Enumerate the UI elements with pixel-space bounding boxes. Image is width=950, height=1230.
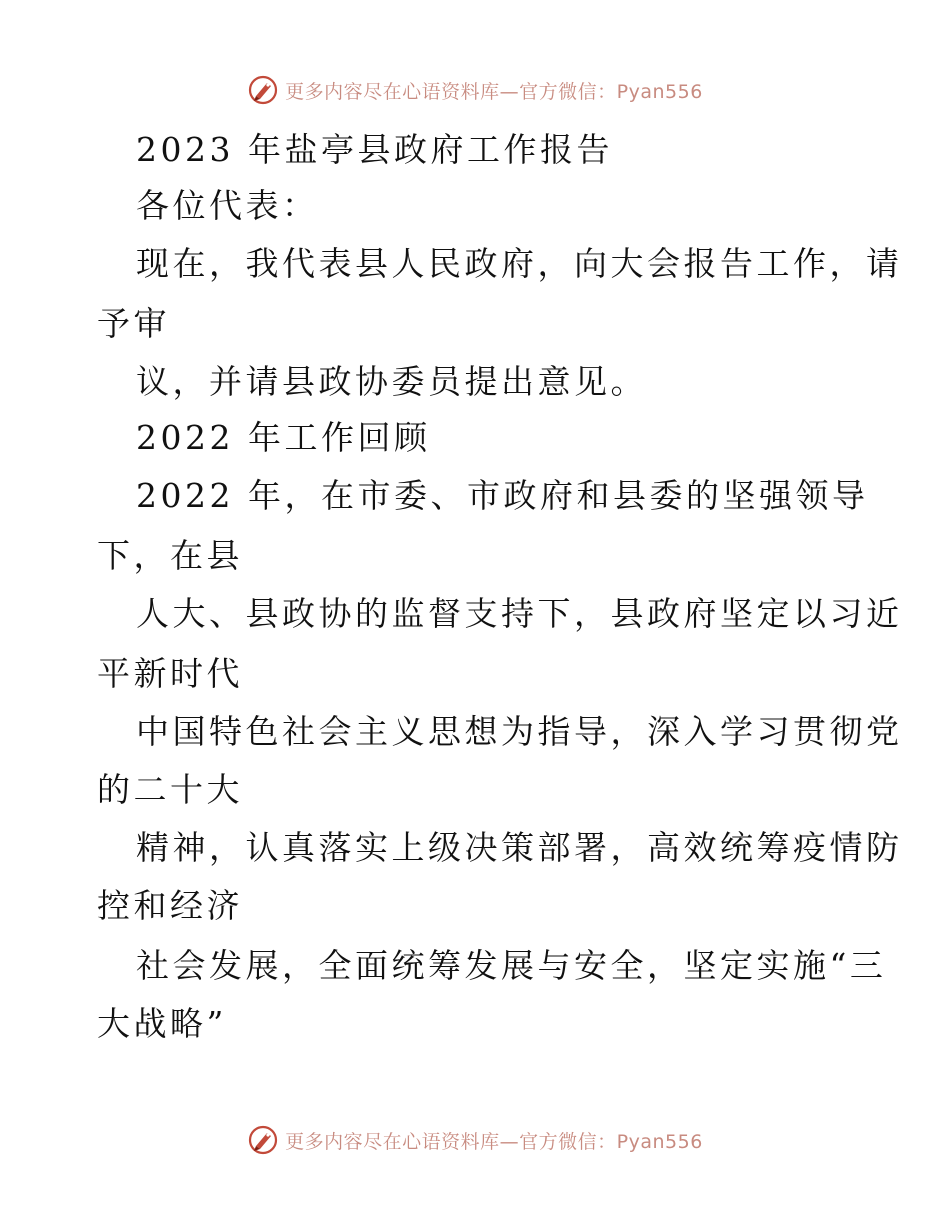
paragraph-line: 2022 年，在市委、市政府和县委的坚强领导 (136, 476, 869, 515)
paragraph-line: 人大、县政协的监督支持下，县政府坚定以习近 (136, 594, 903, 633)
paragraph-line: 大战略” (97, 1004, 227, 1043)
section-heading: 2022 年工作回顾 (136, 418, 431, 457)
paragraph-line: 的二十大 (97, 770, 243, 809)
paragraph-line: 予审 (97, 304, 170, 343)
document-title: 2023 年盐亭县政府工作报告 (136, 130, 613, 169)
paragraph-line: 下，在县 (97, 536, 243, 575)
paragraph-line: 精神，认真落实上级决策部署，高效统筹疫情防 (136, 828, 903, 867)
salutation: 各位代表： (136, 186, 319, 225)
watermark-text: 更多内容尽在心语资料库—官方微信：Pyan556 (285, 1130, 703, 1153)
paragraph-line: 控和经济 (97, 886, 243, 925)
paragraph-line: 中国特色社会主义思想为指导，深入学习贯彻党 (136, 712, 903, 751)
pen-logo-icon (247, 1124, 279, 1156)
paragraph-line: 现在，我代表县人民政府，向大会报告工作，请 (136, 244, 903, 283)
watermark-text: 更多内容尽在心语资料库—官方微信：Pyan556 (285, 80, 703, 103)
paragraph-line: 平新时代 (97, 654, 243, 693)
watermark-bottom (0, 1120, 950, 1160)
paragraph-line: 社会发展，全面统筹发展与安全，坚定实施“三 (136, 946, 887, 985)
paragraph-line: 议，并请县政协委员提出意见。 (136, 362, 647, 401)
watermark-top (0, 70, 950, 110)
pen-logo-icon (247, 74, 279, 106)
